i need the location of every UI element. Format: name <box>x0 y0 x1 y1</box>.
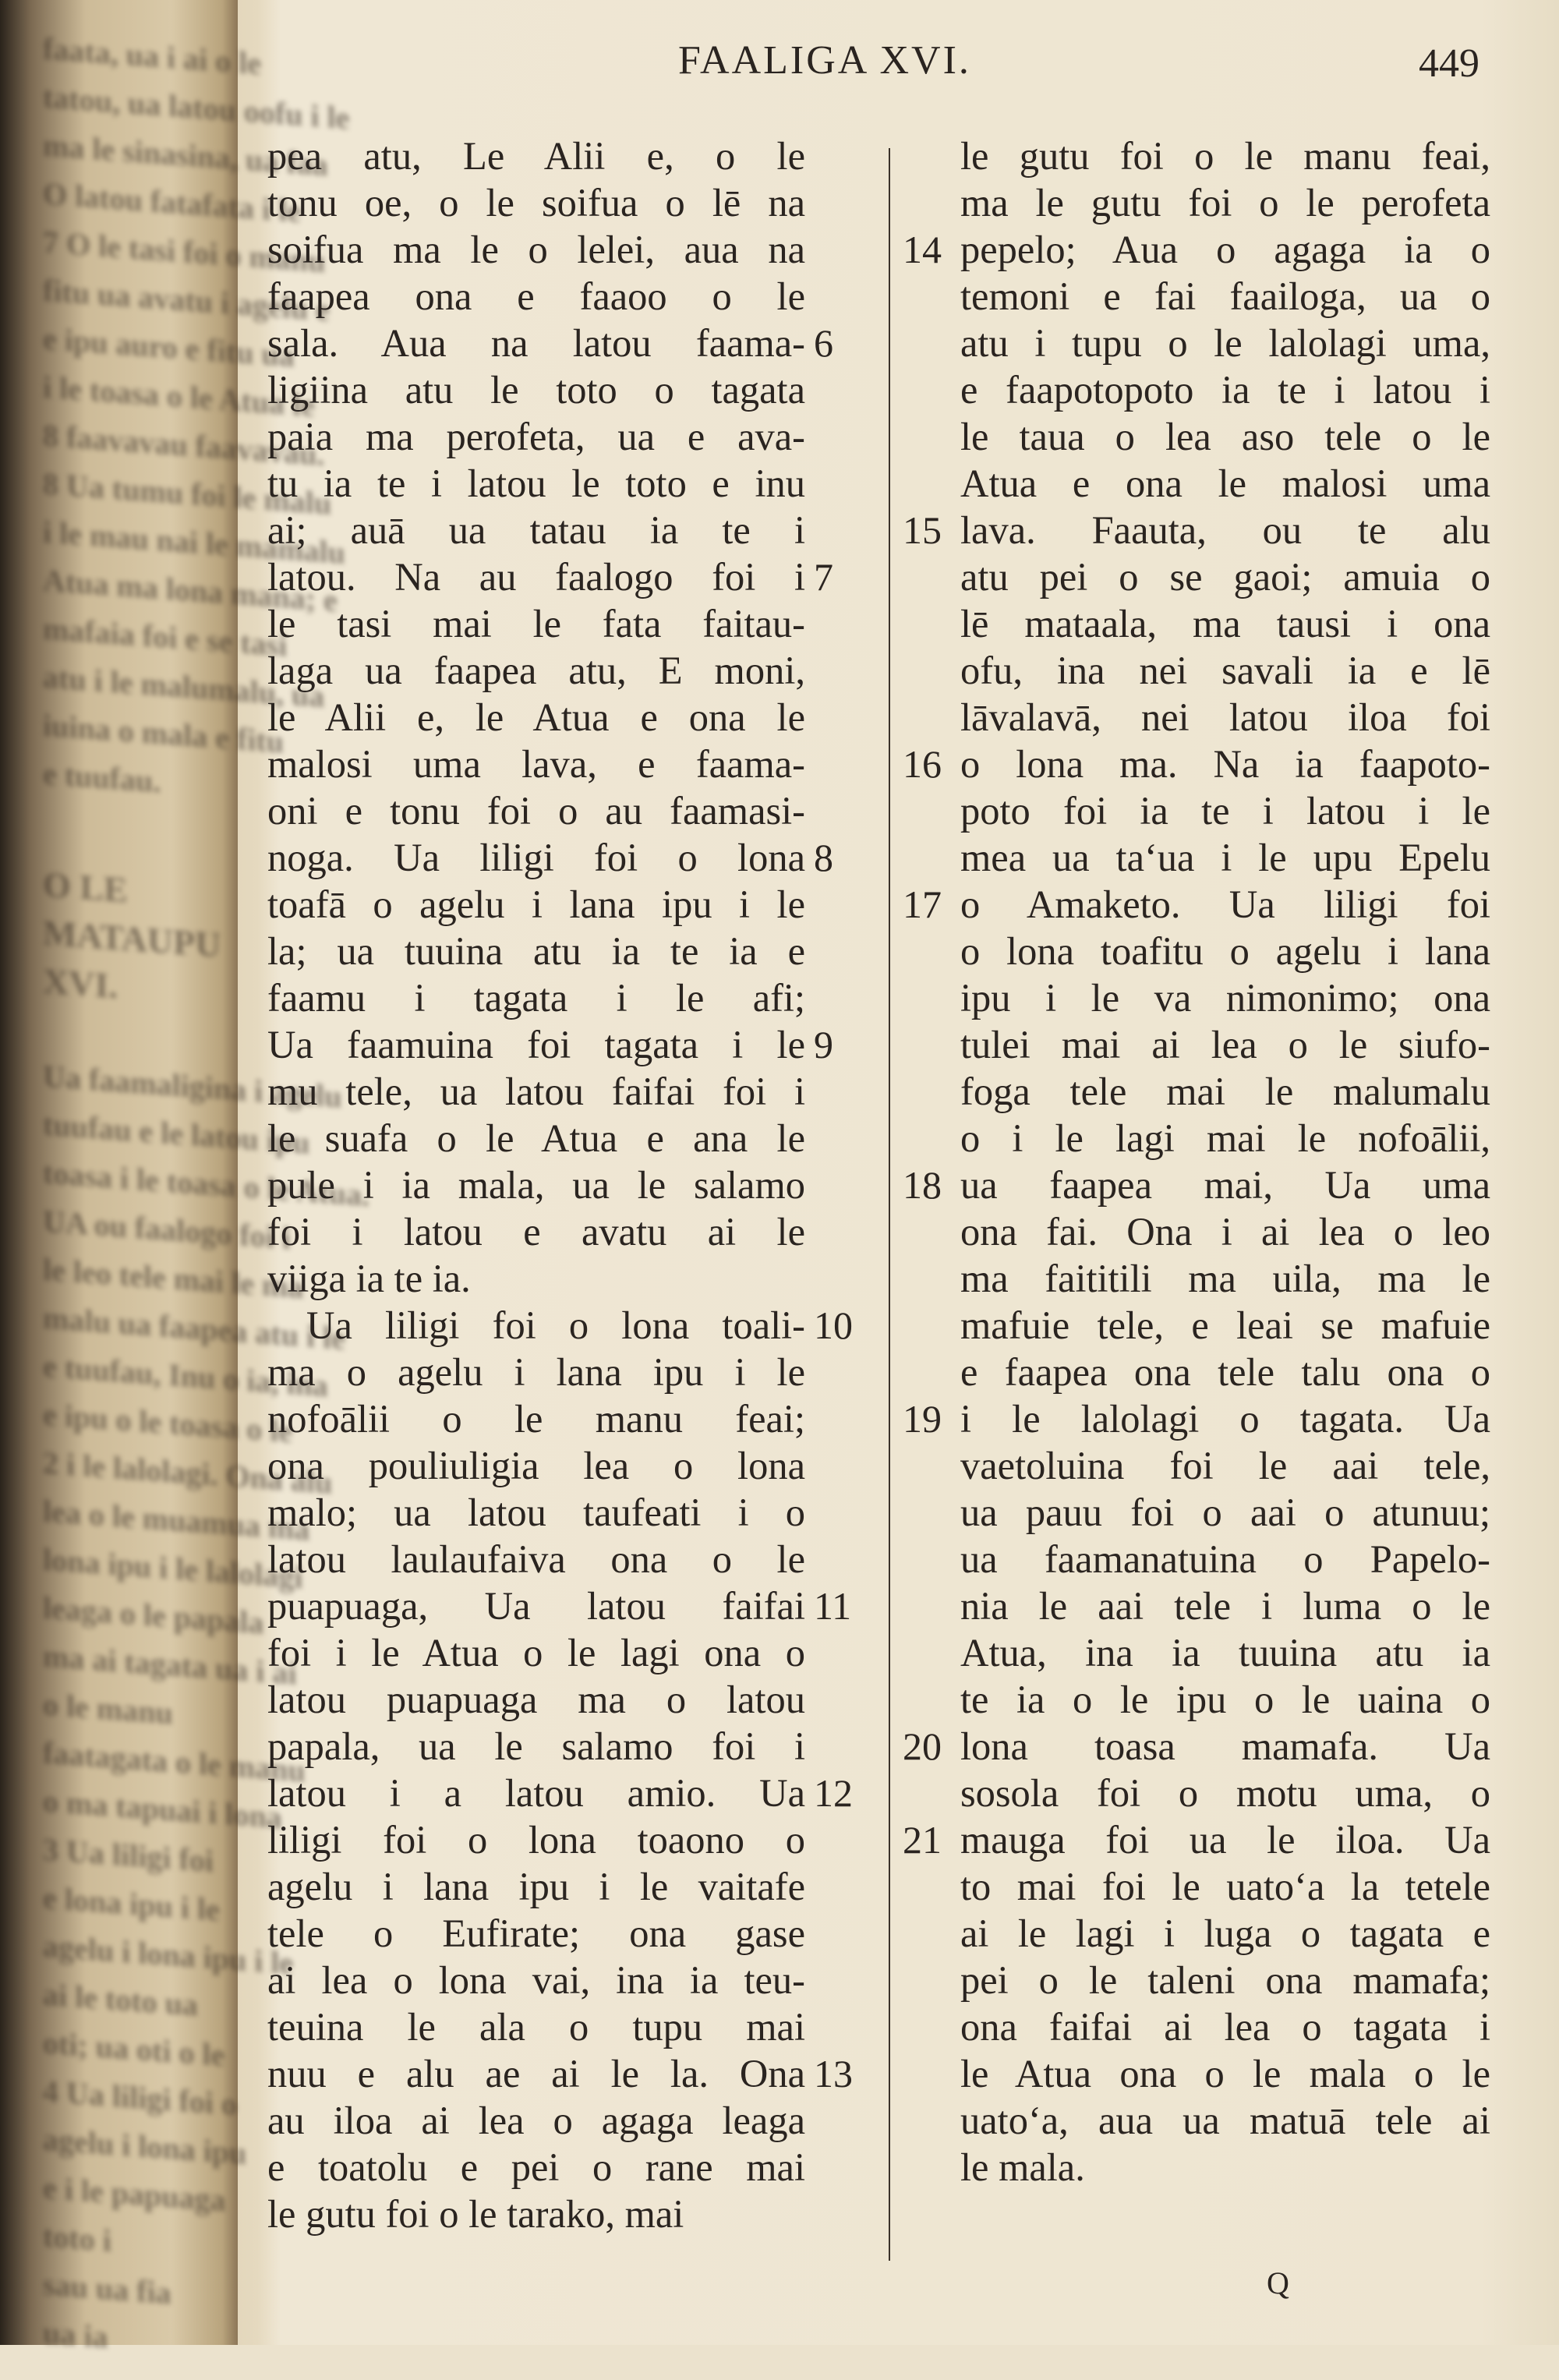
text-line: nia le aai tele i luma o le <box>960 1584 1490 1628</box>
text-line: to mai foi le uatoʻa la tetele <box>960 1865 1490 1908</box>
text-line: malosi uma lava, e faama- <box>267 742 805 786</box>
facing-page-line: mafaia foi e se tasi <box>43 610 288 663</box>
facing-page-line: Atua ma lona mana; e <box>43 562 338 619</box>
facing-page-line: tatou, ua latou oofu i le <box>43 79 350 136</box>
text-line: foi i latou e avatu ai le <box>267 1210 805 1254</box>
facing-page-line: atu i le malumalu, ua <box>43 659 325 714</box>
facing-page-line: 8 faavavau faavavau. <box>43 417 325 472</box>
text-line: mu tele, ua latou faifai foi i <box>267 1070 805 1113</box>
text-line: ona pouliuligia lea o lona <box>267 1444 805 1487</box>
verse-number: 21 <box>903 1818 942 1862</box>
text-line: latou. Na au faalogo foi i <box>267 555 805 599</box>
running-header-title: FAALIGA XVI. <box>678 38 971 83</box>
text-line: puapuaga, Ua latou faifai <box>267 1584 805 1628</box>
facing-page-line: O latou fatafata i le <box>43 175 302 229</box>
text-line: mafuie tele, e leai se mafuie <box>960 1303 1490 1347</box>
verse-number: 11 <box>814 1584 852 1628</box>
facing-page-line: ma le sinasina, ua faa <box>43 127 328 183</box>
text-line: ma o agelu i lana ipu i le <box>267 1350 805 1394</box>
text-line: ma le gutu foi o le perofeta <box>960 181 1490 225</box>
text-line: e toatolu e pei o rane mai <box>267 2145 805 2189</box>
facing-page-line: 7 O le tasi foi o manu <box>43 224 326 279</box>
text-line: e faapotopoto ia te i latou i <box>960 368 1490 412</box>
column-divider <box>889 148 890 2261</box>
text-line: temoni e fai faailoga, ua o <box>960 274 1490 318</box>
verse-number: 14 <box>903 228 942 271</box>
text-line: Ua liligi foi o lona toali- <box>306 1303 805 1347</box>
text-line: ofu, ina nei savali ia e lē <box>960 649 1490 692</box>
text-line: faapea ona e faaoo o le <box>267 274 805 318</box>
facing-page-line: e i le papuaga <box>43 2170 226 2219</box>
text-line: lē mataala, ma tausi i ona <box>960 602 1490 645</box>
text-line: o Amaketo. Ua liligi foi <box>960 882 1490 926</box>
text-line: Atua, ina ia tuuina atu ia <box>960 1631 1490 1674</box>
facing-page-line: faata, ua i ai o le <box>43 30 261 82</box>
text-line: oni e tonu foi o au faamasi- <box>267 789 805 833</box>
facing-page-line: toto i <box>43 2218 111 2258</box>
text-line: ligiina atu le toto o tagata <box>267 368 805 412</box>
text-line: ua faapea mai, Ua uma <box>960 1163 1490 1207</box>
text-line: atu i tupu o le lalolagi uma, <box>960 321 1490 365</box>
facing-page-line: lea o le muamua ma <box>43 1493 310 1547</box>
text-line: o i le lagi mai le nofoālii, <box>960 1116 1490 1160</box>
facing-page-line: e ipu auro e fitu ua <box>43 320 295 374</box>
facing-page-line: 4 Ua liligi foi o <box>43 2073 237 2123</box>
verse-number: 12 <box>814 1771 853 1815</box>
facing-page-line: oti; ua oti o le <box>43 2025 225 2073</box>
text-line: malo; ua latou taufeati i o <box>267 1491 805 1534</box>
text-line: pepelo; Aua o agaga ia o <box>960 228 1490 271</box>
text-line: mauga foi ua le iloa. Ua <box>960 1818 1490 1862</box>
text-line: latou puapuaga ma o latou <box>267 1678 805 1721</box>
text-line: ona fai. Ona i ai lea o leo <box>960 1210 1490 1254</box>
text-line: foga tele mai le malumalu <box>960 1070 1490 1113</box>
text-line: latou laulaufaiva ona o le <box>267 1537 805 1581</box>
text-line: te ia o le ipu o le uaina o <box>960 1678 1490 1721</box>
verse-number: 19 <box>903 1397 942 1441</box>
facing-page-line: o ma tapuai i lona <box>43 1783 282 1836</box>
text-line: e faapea ona tele talu ona o <box>960 1350 1490 1394</box>
facing-page-heading: O LE MATAUPU XVI. <box>43 864 221 1006</box>
text-line: soifua ma le o lelei, aua na <box>267 228 805 271</box>
text-line: le Atua ona o le mala o le <box>960 2052 1490 2095</box>
text-line: la; ua tuuina atu ia te ia e <box>267 929 805 973</box>
text-line: au iloa ai lea o agaga leaga <box>267 2099 805 2142</box>
verse-number: 15 <box>903 508 942 552</box>
facing-page-line: Ua faamaligina i agelu <box>43 1058 342 1115</box>
facing-page-line: 8 Ua tumu foi le malu <box>43 465 331 522</box>
text-line: ipu i le va nimonimo; ona <box>960 976 1490 1020</box>
facing-page-line: iuina o mala e fitu <box>43 707 284 760</box>
verse-number: 18 <box>903 1163 942 1207</box>
text-line: faamu i tagata i le afi; <box>267 976 805 1020</box>
facing-page-line: 3 Ua liligi foi <box>43 1831 214 1879</box>
facing-page-line: 2 i le lalolagi. Ona alu <box>43 1445 333 1501</box>
facing-page-line: e ipu o le toasa o le <box>43 1396 292 1449</box>
text-line: liligi foi o lona toaono o <box>267 1818 805 1862</box>
facing-page-line: e tuufau, Inu o ia, ina <box>43 1348 328 1404</box>
text-line: foi i le Atua o le lagi ona o <box>267 1631 805 1674</box>
text-line: tu ia te i latou le toto e inu <box>267 462 805 505</box>
text-line: nofoālii o le manu feai; <box>267 1397 805 1441</box>
facing-page-line: UA ou faalogo foi i <box>43 1203 291 1256</box>
facing-page-line: o le manu <box>43 1686 173 1731</box>
text-line: mea ua taʻua i le upu Epelu <box>960 836 1490 879</box>
text-line: noga. Ua liligi foi o lona <box>267 836 805 879</box>
facing-page-line: ua ia <box>43 2315 108 2355</box>
text-line: pea atu, Le Alii e, o le <box>267 134 805 178</box>
text-line: le suafa o le Atua e ana le <box>267 1116 805 1160</box>
text-line: vaetoluina foi le aai tele, <box>960 1444 1490 1487</box>
facing-page-line: sau ua fia <box>43 2266 171 2311</box>
text-line: agelu i lana ipu i le vaitafe <box>267 1865 805 1908</box>
facing-page-line: fitu ua avatu i agelu e <box>43 272 330 328</box>
text-line: Atua e ona le malosi uma <box>960 462 1490 505</box>
text-line: o lona ma. Na ia faapoto- <box>960 742 1490 786</box>
verse-number: 20 <box>903 1724 942 1768</box>
facing-page-line: leaga o le papala <box>43 1590 264 1641</box>
facing-page-line: malu ua faapea atu i le <box>43 1300 345 1356</box>
facing-page-line: agelu i lona ipu i le <box>43 1928 294 1982</box>
facing-page-line: agelu i lona ipu <box>43 2121 247 2171</box>
facing-page-line: le leo tele mai le ma <box>43 1251 304 1305</box>
text-line: toafā o agelu i lana ipu i le <box>267 882 805 926</box>
text-line: papala, ua le salamo foi i <box>267 1724 805 1768</box>
text-line: atu pei o se gaoi; amuia o <box>960 555 1490 599</box>
signature-mark: Q <box>1267 2265 1289 2300</box>
text-line: poto foi ia te i latou i le <box>960 789 1490 833</box>
text-line: ai; auā ua tatau ia te i <box>267 508 805 552</box>
text-line: le gutu foi o le tarako, mai <box>267 2192 684 2236</box>
text-line: pule i ia mala, ua le salamo <box>267 1163 805 1207</box>
text-line: laga ua faapea atu, E moni, <box>267 649 805 692</box>
text-line: sosola foi o motu uma, o <box>960 1771 1490 1815</box>
facing-page-line: ai le toto ua <box>43 1976 198 2023</box>
text-line: ua pauu foi o aai o atunuu; <box>960 1491 1490 1534</box>
left-text-column <box>267 133 805 2237</box>
verse-number: 13 <box>814 2052 853 2095</box>
text-line: lāvalavā, nei latou iloa foi <box>960 695 1490 739</box>
text-line: tonu oe, o le soifua o lē na <box>267 181 805 225</box>
text-line: sala. Aua na latou faama- <box>267 321 805 365</box>
verse-number: 16 <box>903 742 942 786</box>
right-text-column <box>960 133 1490 2191</box>
facing-page-line: lona ipu i le lalolagi <box>43 1541 303 1595</box>
text-line: Ua faamuina foi tagata i le <box>267 1023 805 1066</box>
text-line: le Alii e, le Atua e ona le <box>267 695 805 739</box>
text-line: tulei mai ai lea o le siufo- <box>960 1023 1490 1066</box>
text-line: nuu e alu ae ai le la. Ona <box>267 2052 805 2095</box>
facing-page-line: e tuufau. <box>43 755 161 800</box>
text-line: ai le lagi i luga o tagata e <box>960 1911 1490 1955</box>
verse-number: 10 <box>814 1303 853 1347</box>
text-line: ona faifai ai lea o tagata i <box>960 2005 1490 2049</box>
verse-number: 7 <box>814 555 833 599</box>
text-line: pei o le taleni ona mamafa; <box>960 1958 1490 2002</box>
facing-page-line: e lona ipu i le <box>43 1880 220 1928</box>
text-line: le gutu foi o le manu feai, <box>960 134 1490 178</box>
text-line: ai lea o lona vai, ina ia teu- <box>267 1958 805 2002</box>
facing-page-line: faatagata o le manu <box>43 1735 306 1789</box>
text-line: ua faamanatuina o Papelo- <box>960 1537 1490 1581</box>
text-line: ma faititili ma uila, ma le <box>960 1257 1490 1300</box>
text-line: i le lalolagi o tagata. Ua <box>960 1397 1490 1441</box>
facing-page-line: i le toasa o le Atua le <box>43 369 315 424</box>
verse-number: 17 <box>903 882 942 926</box>
text-line: le tasi mai le fata faitau- <box>267 602 805 645</box>
text-line: latou i a latou amio. Ua <box>267 1771 805 1815</box>
text-line: paia ma perofeta, ua e ava- <box>267 415 805 458</box>
text-line: teuina le ala o tupu mai <box>267 2005 805 2049</box>
verse-number: 9 <box>814 1023 833 1066</box>
facing-page-line: ma ai tagata ua i ai <box>43 1638 297 1692</box>
verse-number: 8 <box>814 836 833 879</box>
page-number: 449 <box>1419 41 1479 86</box>
text-line: uatoʻa, aua ua matuā tele ai <box>960 2099 1490 2142</box>
text-line: viiga ia te ia. <box>267 1257 471 1300</box>
verse-number: 6 <box>814 321 833 365</box>
facing-page-line: tuufau e le latou ipu <box>43 1106 310 1161</box>
text-line: o lona toafitu o agelu i lana <box>960 929 1490 973</box>
text-line: lona toasa mamafa. Ua <box>960 1724 1490 1768</box>
text-line: lava. Faauta, ou te alu <box>960 508 1490 552</box>
text-line: le mala. <box>960 2145 1085 2189</box>
text-line: le taua o lea aso tele o le <box>960 415 1490 458</box>
text-line: tele o Eufirate; ona gase <box>267 1911 805 1955</box>
facing-page-line: toasa i le toasa o le Atua. <box>43 1155 369 1213</box>
facing-page-line: i le mau nai le mamalu <box>43 514 345 571</box>
facing-page-lines-top <box>43 25 350 812</box>
